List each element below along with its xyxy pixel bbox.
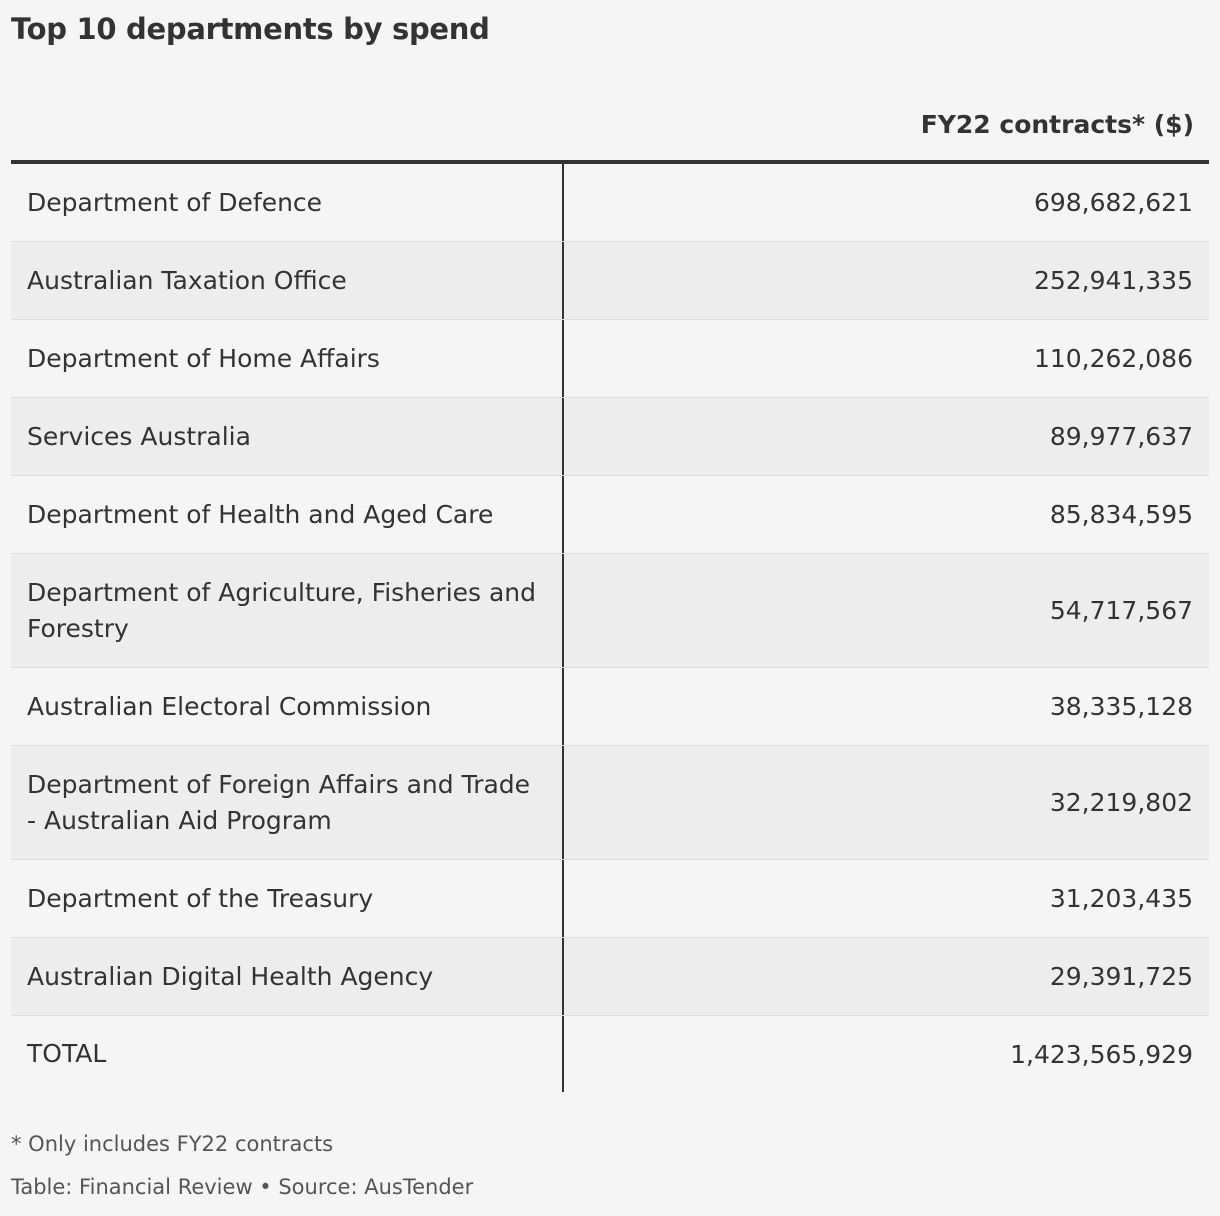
- table-row: [11, 242, 1209, 320]
- table-row: [11, 164, 1209, 242]
- row-value: 32,219,802: [1049, 788, 1193, 817]
- row-name: Department of Health and Aged Care: [11, 476, 564, 553]
- footnote: * Only includes FY22 contracts: [11, 1132, 334, 1156]
- table-row: [11, 938, 1209, 1016]
- row-value: 38,335,128: [1049, 692, 1193, 721]
- chart-title: Top 10 departments by spend: [11, 12, 490, 46]
- row-name: Services Australia: [11, 398, 564, 475]
- row-value: 252,941,335: [1033, 266, 1193, 295]
- row-name: Australian Taxation Office: [11, 242, 564, 319]
- data-table: [11, 100, 1209, 1092]
- row-value: 1,423,565,929: [1010, 1039, 1193, 1069]
- column-header-value: FY22 contracts* ($): [920, 110, 1194, 139]
- table-row-total: [11, 1016, 1209, 1092]
- row-name: Department of Defence: [11, 164, 564, 241]
- row-name: TOTAL: [11, 1016, 564, 1092]
- row-value: 110,262,086: [1033, 344, 1193, 373]
- row-name: Department of Foreign Affairs and Trade - Australian Aid Program: [11, 746, 564, 859]
- table-row: [11, 320, 1209, 398]
- table-row: [11, 554, 1209, 668]
- row-value: 29,391,725: [1049, 962, 1193, 991]
- row-value: 698,682,621: [1033, 188, 1193, 217]
- table-body: [11, 164, 1209, 1092]
- table-row: [11, 746, 1209, 860]
- row-value: 89,977,637: [1049, 422, 1193, 451]
- source-credit: Table: Financial Review • Source: AusTender: [11, 1175, 474, 1199]
- row-name: Australian Electoral Commission: [11, 668, 564, 745]
- table-row: [11, 860, 1209, 938]
- row-value: 85,834,595: [1049, 500, 1193, 529]
- table-row: [11, 668, 1209, 746]
- row-name: Department of the Treasury: [11, 860, 564, 937]
- row-name: Australian Digital Health Agency: [11, 938, 564, 1015]
- table-row: [11, 476, 1209, 554]
- table-row: [11, 398, 1209, 476]
- row-name: Department of Home Affairs: [11, 320, 564, 397]
- row-value: 54,717,567: [1049, 596, 1193, 625]
- row-value: 31,203,435: [1049, 884, 1193, 913]
- row-name: Department of Agriculture, Fisheries and Forestry: [11, 554, 564, 667]
- table-header: [11, 100, 1209, 164]
